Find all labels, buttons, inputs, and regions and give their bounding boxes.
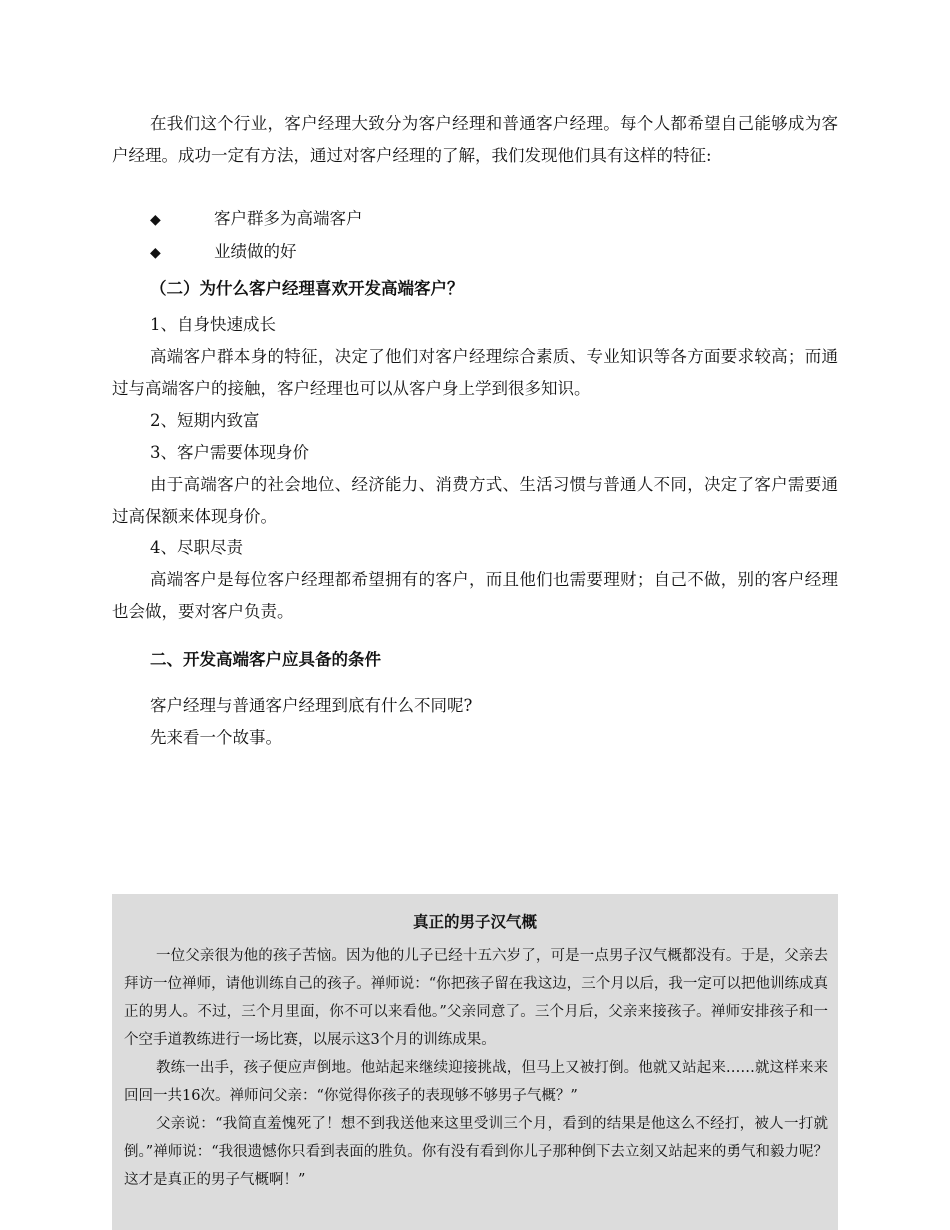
bullet-text: 客户群多为高端客户 <box>214 209 363 228</box>
story-paragraph: 父亲说：“我简直羞愧死了！想不到我送他来这里受训三个月，看到的结果是他这么不经打，被人一打就倒。”禅师说：“我很遗憾你只看到表面的胜负。你有没有看到你儿子那种倒下去立刻又站起来的勇气和毅力呢？这才是真正的男子气概啊！” <box>124 1116 828 1188</box>
story-box <box>112 894 838 1230</box>
item-3-title: 3、客户需要体现身价 <box>150 443 309 462</box>
story-paragraph: 一位父亲很为他的孩子苦恼。因为他的儿子已经十五六岁了，可是一点男子汉气概都没有。于是，父亲去拜访一位禅师，请他训练自己的孩子。禅师说：“你把孩子留在我这边，三个月以后，我一定可以把他训练成真正的男人。不过，三个月里面，你不可以来看他。”父亲同意了。三个月后，父亲来接孩子。禅师安排孩子和一个空手道教练进行一场比赛，以展示这3个月的训练成果。 <box>124 948 828 1048</box>
diamond-bullet-icon: ◆ <box>150 212 161 228</box>
item-3-body: 由于高端客户的社会地位、经济能力、消费方式、生活习惯与普通人不同，决定了客户需要通过高保额来体现身价。 <box>112 475 838 526</box>
item-1-body: 高端客户群本身的特征，决定了他们对客户经理综合素质、专业知识等各方面要求较高；而通过与高端客户的接触，客户经理也可以从客户身上学到很多知识。 <box>112 347 838 398</box>
question-line: 客户经理与普通客户经理到底有什么不同呢? <box>150 696 473 715</box>
item-4-body: 高端客户是每位客户经理都希望拥有的客户，而且他们也需要理财；自己不做，别的客户经理也会做，要对客户负责。 <box>112 570 838 621</box>
bullet-text: 业绩做的好 <box>214 242 297 261</box>
item-4-title: 4、尽职尽责 <box>150 538 243 557</box>
bullet-item <box>150 236 297 269</box>
section-heading-why: （二）为什么客户经理喜欢开发高端客户？ <box>150 279 464 298</box>
bullet-item <box>150 203 363 236</box>
item-1-title: 1、自身快速成长 <box>150 315 276 334</box>
diamond-bullet-icon: ◆ <box>150 245 161 261</box>
section-heading-conditions: 二、开发高端客户应具备的条件 <box>150 650 381 669</box>
story-intro-line: 先来看一个故事。 <box>150 728 282 747</box>
story-paragraph: 教练一出手，孩子便应声倒地。他站起来继续迎接挑战，但马上又被打倒。他就又站起来……就这样来来回回一共16次。禅师问父亲：“你觉得你孩子的表现够不够男子气概？” <box>124 1060 828 1104</box>
item-2-title: 2、短期内致富 <box>150 411 260 430</box>
intro-paragraph: 在我们这个行业，客户经理大致分为客户经理和普通客户经理。每个人都希望自己能够成为客户经理。成功一定有方法，通过对客户经理的了解，我们发现他们具有这样的特征: <box>112 114 838 165</box>
story-title: 真正的男子汉气概 <box>412 913 537 931</box>
